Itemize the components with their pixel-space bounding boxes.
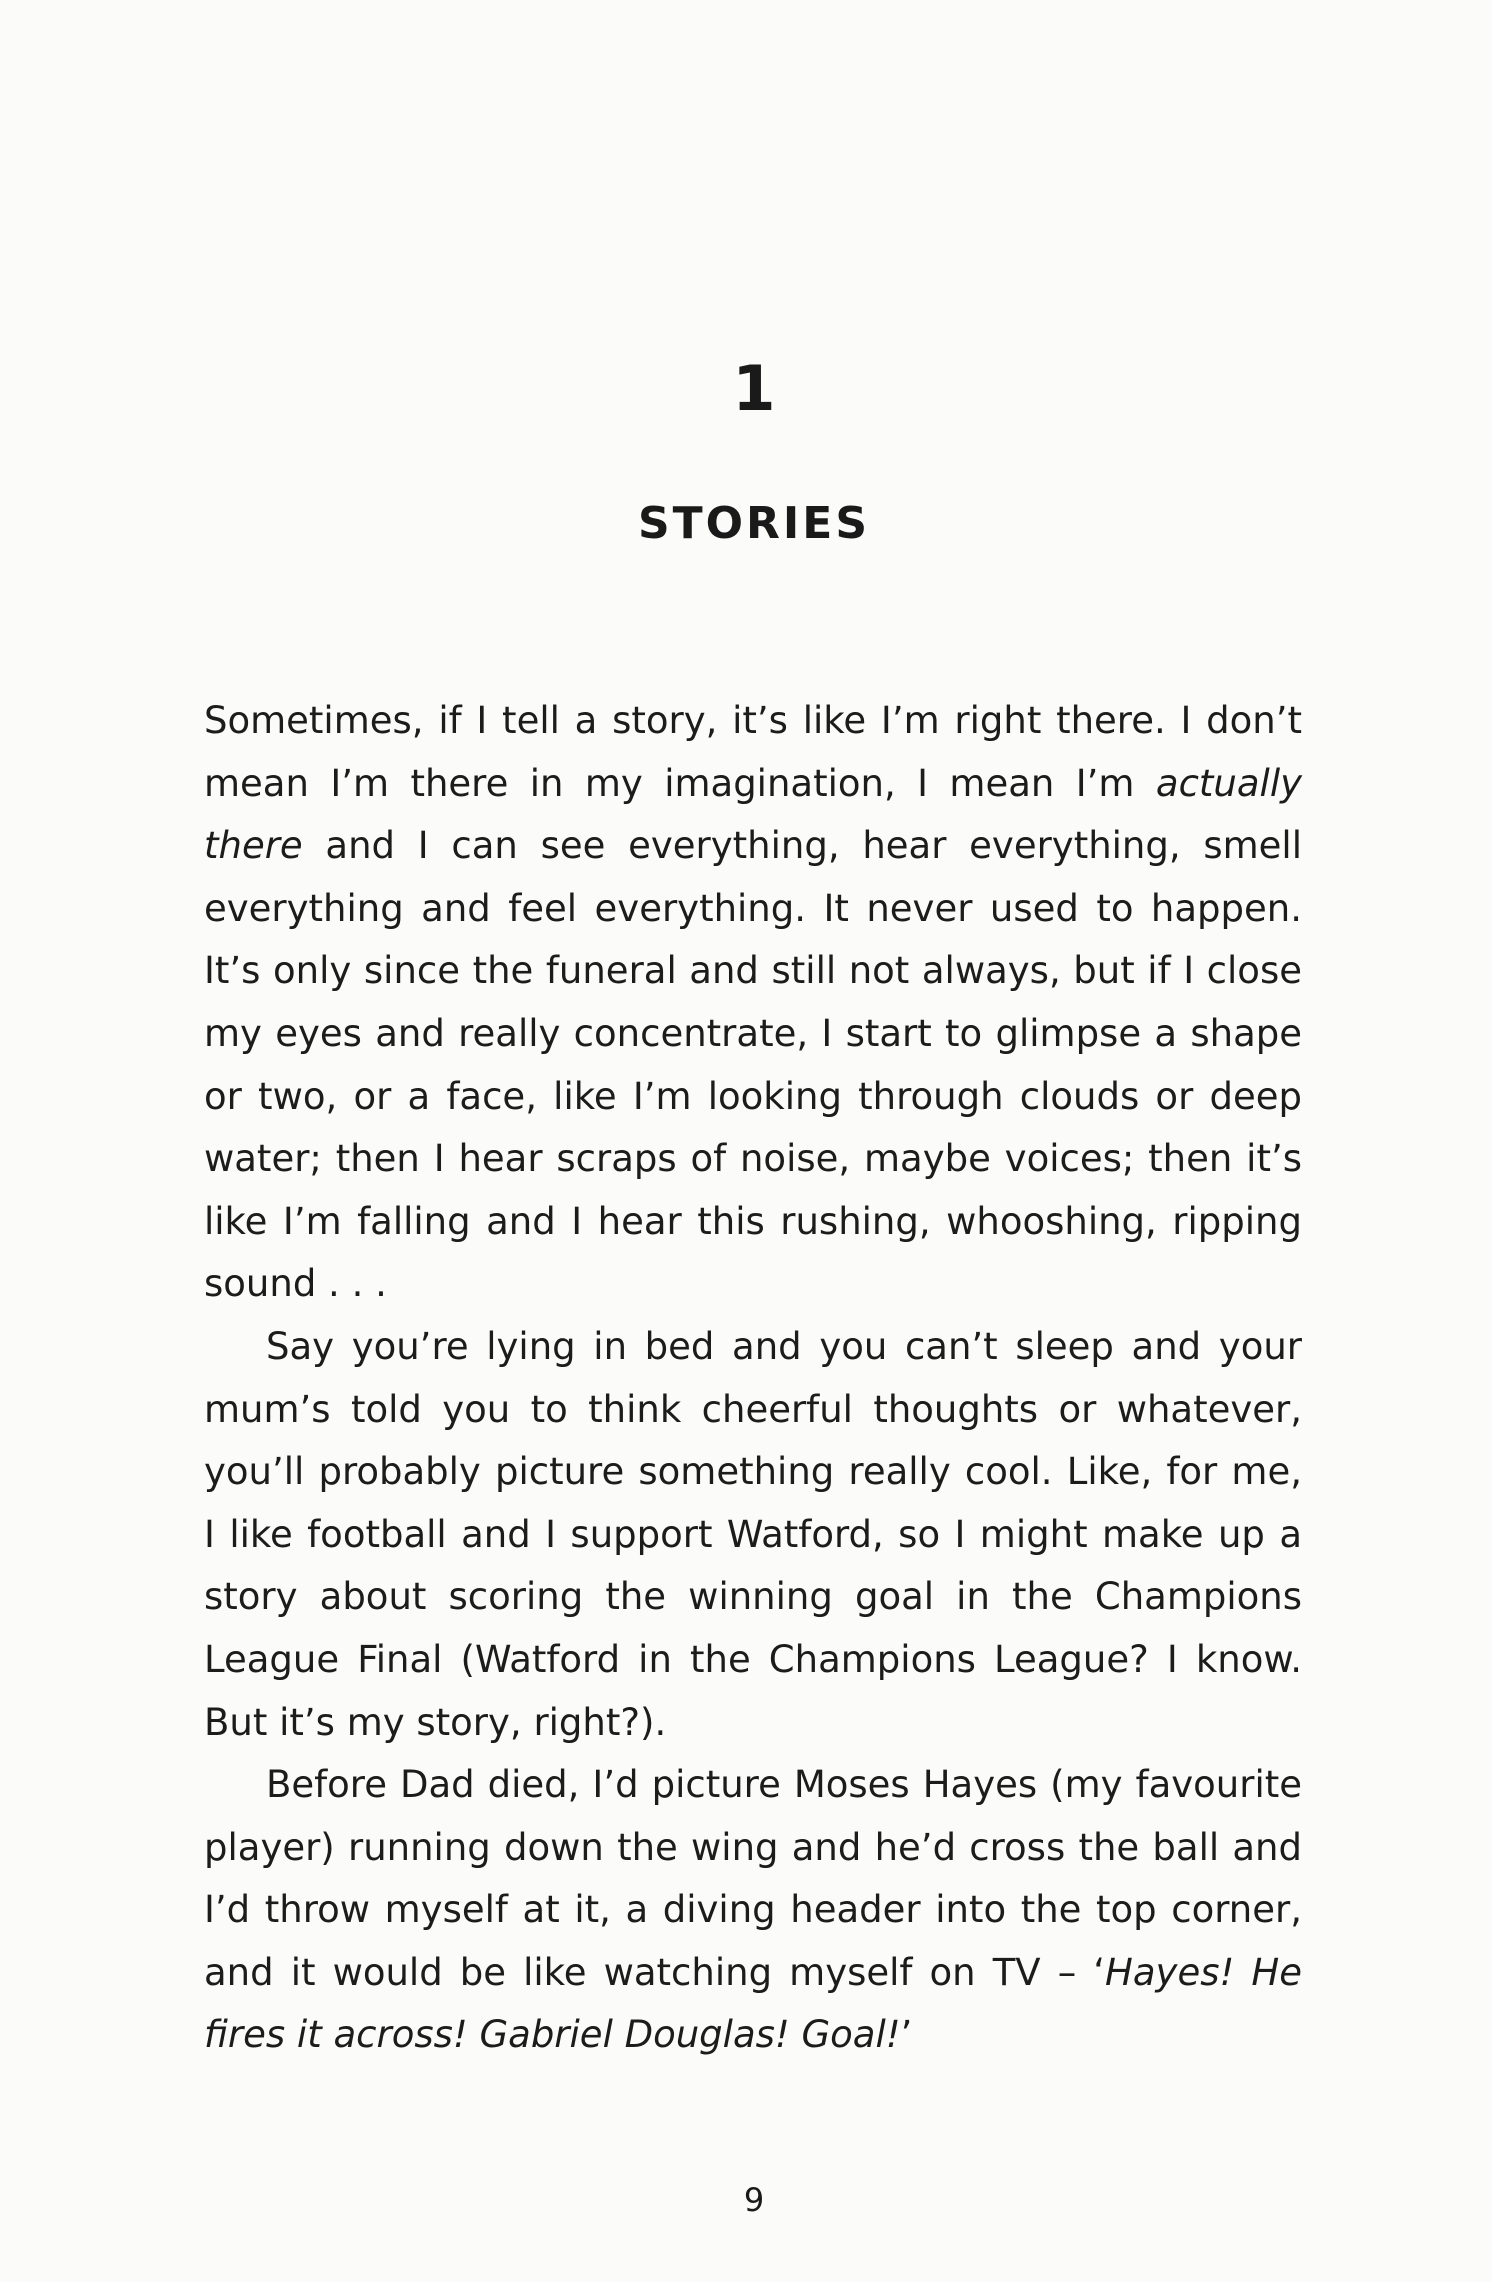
text-run: Say you’re lying in bed and you can’t sleep and your mum’s told you to think cheerful thoughts or whatever, you’ll probably picture something really cool. Like, for me, I like football and I support Watford, so I might make up a story about scoring the winning goal in the Champions League Final (Watford in the Champions League? I know. But it’s my story, right?).: [204, 1324, 1302, 1744]
text-run: and I can see everything, hear everything, smell everything and feel everything. It never used to happen. It’s only since the funeral and still not always, but if I close my eyes and really concentrate, I start to glimpse a shape or two, or a face, like I’m looking through clouds or deep water; then I hear scraps of noise, maybe voices; then it’s like I’m falling and I hear this rushing, whooshing, ripping sound . . .: [204, 824, 1302, 1306]
paragraph: [204, 1754, 1302, 2067]
chapter-body: [204, 690, 1302, 2067]
chapter-title: STORIES: [637, 498, 871, 549]
text-run: Sometimes, if I tell a story, it’s like I’m right there. I don’t mean I’m there in my imagination, I mean I’m: [204, 699, 1302, 805]
text-run: Before Dad died, I’d picture Moses Hayes (my favourite player) running down the wing and he’d cross the ball and I’d throw myself at it, a diving header into the top corner, and it would be like watching myself on TV – ‘: [204, 1763, 1302, 1994]
paragraph: [204, 690, 1302, 1316]
text-run: ’: [900, 2013, 913, 2057]
paragraph: [204, 1316, 1302, 1754]
italic-text-run: actually there: [204, 761, 1302, 868]
chapter-number: 1: [732, 352, 776, 425]
page-number: 9: [743, 2181, 765, 2219]
italic-text-run: Hayes! He fires it across! Gabriel Douglas! Goal!: [204, 1950, 1302, 2057]
